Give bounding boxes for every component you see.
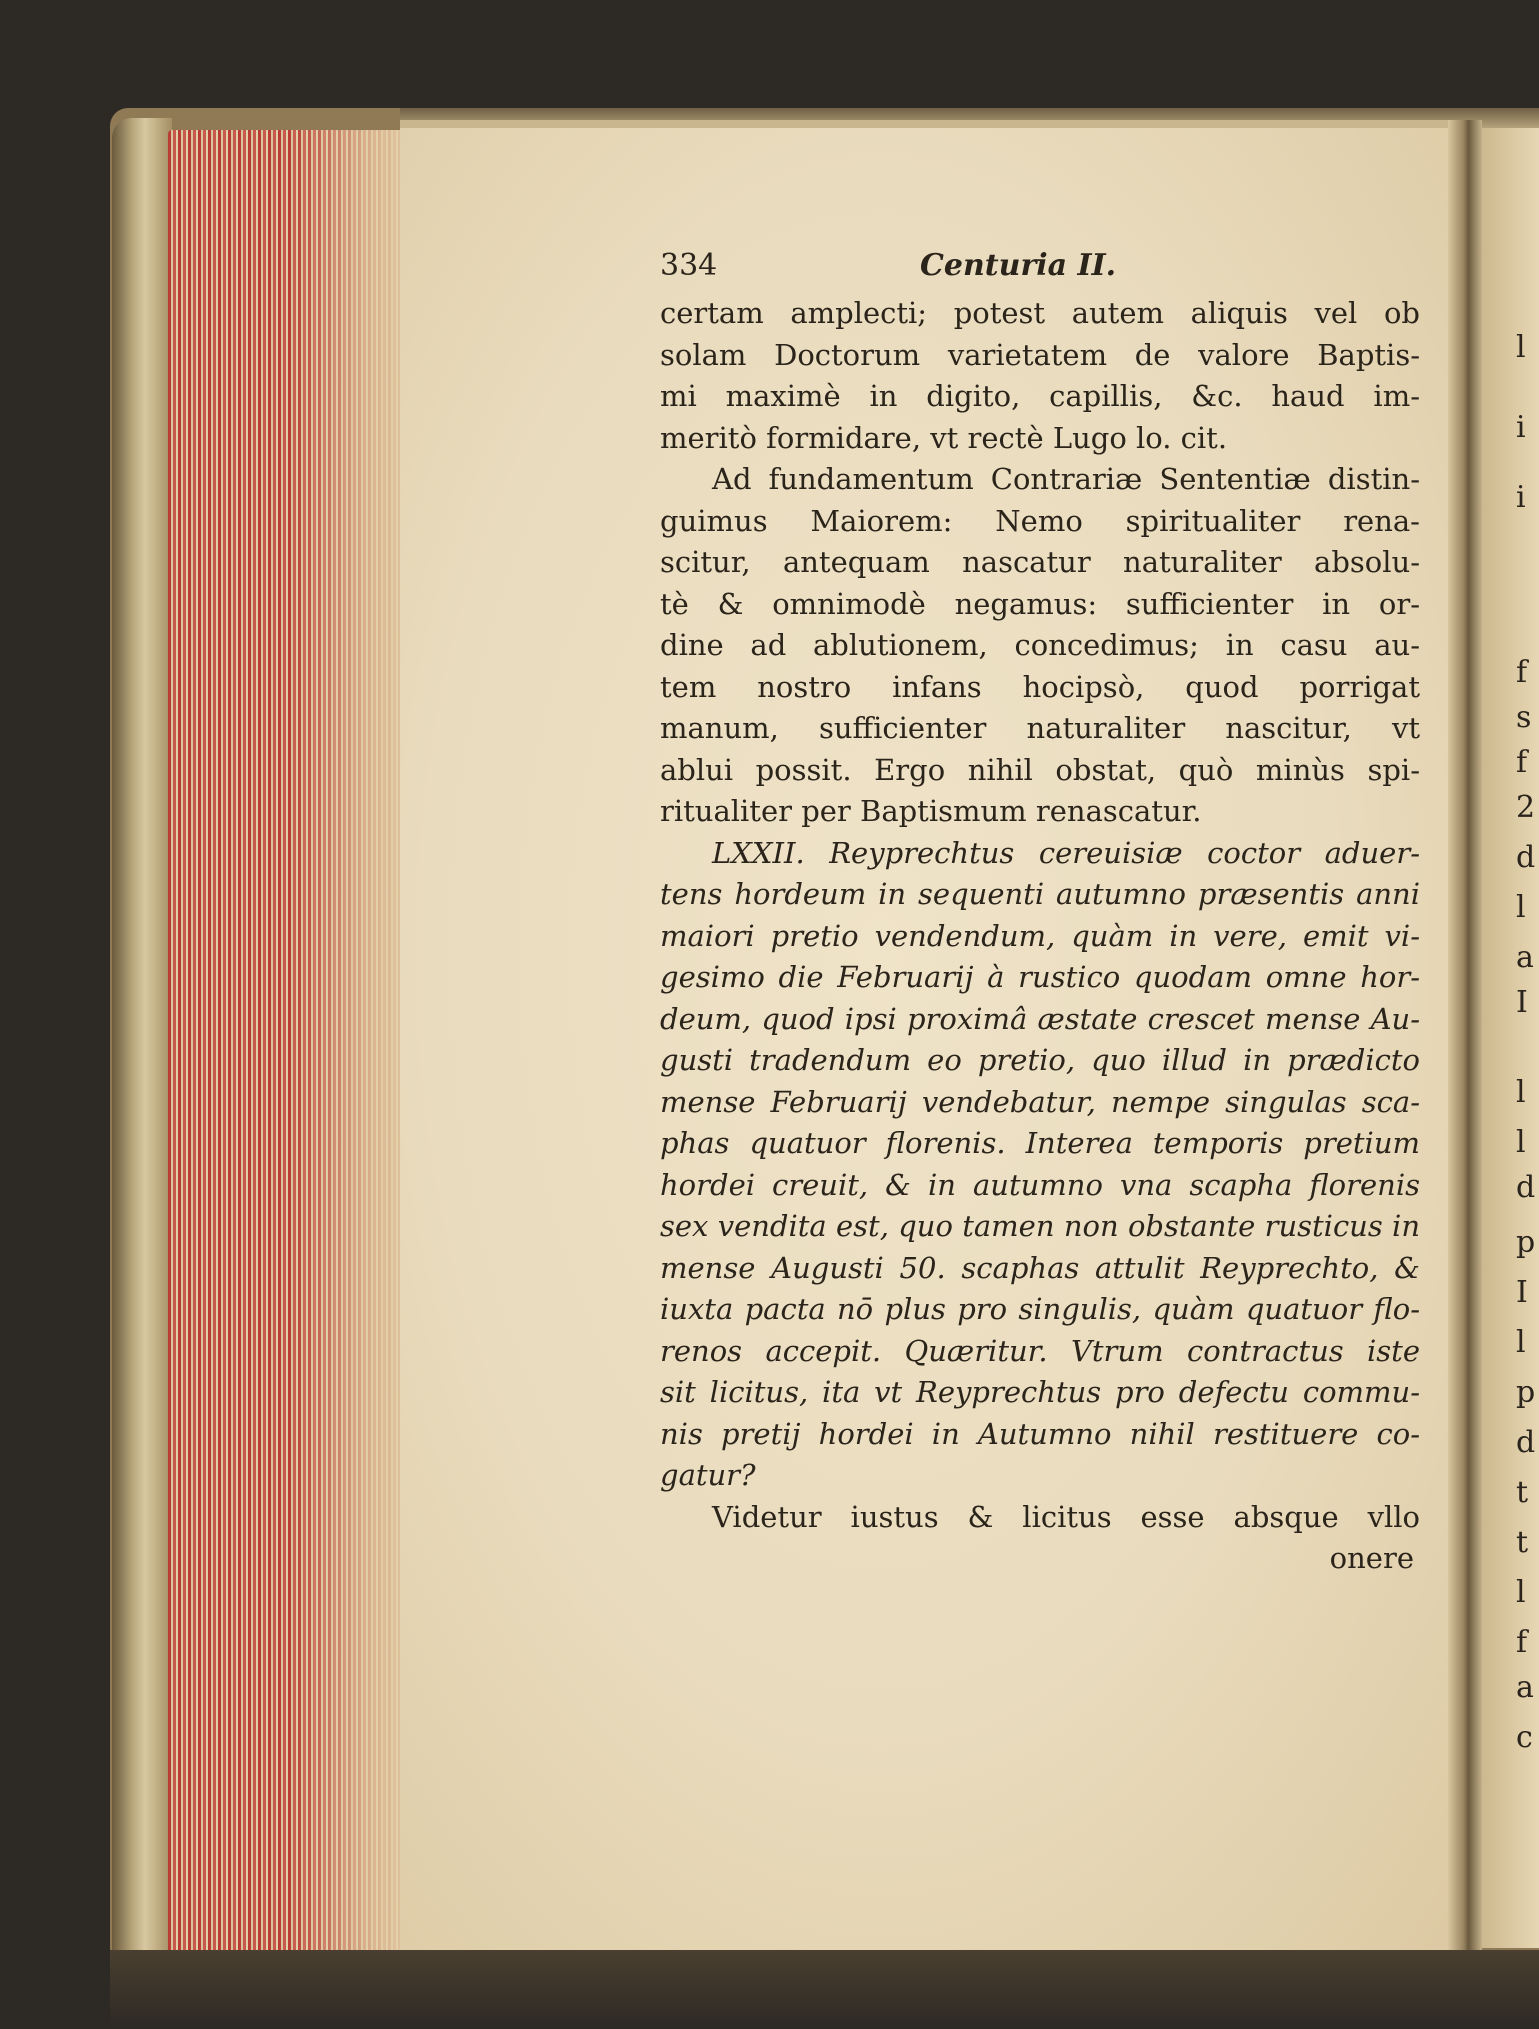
- gutter: [1448, 120, 1482, 1950]
- catchword: onere: [1329, 1541, 1414, 1575]
- facing-glyph: l: [1516, 1575, 1526, 1610]
- text-line: certam amplecti; potest autem aliquis vel ob: [660, 296, 1420, 330]
- text-line: guimus Maiorem: Nemo spiritualiter rena-: [660, 503, 1420, 538]
- facing-glyph: l: [1516, 1075, 1526, 1110]
- cover-edge: [112, 118, 172, 1978]
- facing-glyph: f: [1516, 1625, 1528, 1660]
- text-line: gusti tradendum eo pretio, quo illud in prædicto: [660, 1043, 1420, 1077]
- text-line: ritualiter per Baptismum renascatur.: [660, 794, 1202, 828]
- page-header: [660, 245, 1420, 293]
- text-line: tè & omnimodè negamus: sufficienter in or-: [660, 586, 1420, 621]
- text-line: phas quatuor florenis. Interea temporis pretium: [660, 1126, 1420, 1160]
- facing-glyph: I: [1516, 985, 1528, 1020]
- text-line: dine ad ablutionem, concedimus; in casu au-: [660, 628, 1420, 662]
- facing-glyph: p: [1516, 1375, 1536, 1410]
- facing-glyph: c: [1516, 1720, 1533, 1755]
- text-line: scitur, antequam nascatur naturaliter absolu-: [660, 545, 1420, 579]
- facing-glyph: i: [1516, 410, 1526, 445]
- facing-glyph: d: [1516, 1170, 1536, 1205]
- facing-glyph: a: [1516, 940, 1534, 975]
- text-line: mense Augusti 50. scaphas attulit Reyprechto, &: [660, 1250, 1420, 1285]
- facing-glyph: d: [1516, 840, 1536, 875]
- text-line: renos accepit. Quæritur. Vtrum contractus iste: [660, 1333, 1420, 1368]
- facing-glyph: I: [1516, 1275, 1528, 1310]
- facing-glyph: l: [1516, 890, 1526, 925]
- facing-glyph: l: [1516, 1325, 1526, 1360]
- facing-glyph: s: [1516, 700, 1532, 735]
- text-line: tens hordeum in sequenti autumno præsentis anni: [660, 877, 1420, 911]
- text-line: solam Doctorum varietatem de valore Baptis-: [660, 337, 1420, 372]
- text-line: deum, quod ipsi proximâ æstate crescet mense Au-: [660, 1001, 1420, 1036]
- facing-glyph: t: [1516, 1525, 1529, 1560]
- facing-glyph: i: [1516, 480, 1526, 515]
- text-line: maiori pretio vendendum, quàm in vere, emit vi-: [660, 918, 1420, 953]
- text-line: mi maximè in digito, capillis, &c. haud im-: [660, 379, 1420, 413]
- text-line: hordei creuit, & in autumno vna scapha florenis: [660, 1167, 1420, 1202]
- text-line: nis pretij hordei in Autumno nihil restituere co-: [660, 1416, 1420, 1451]
- facing-glyph: l: [1516, 330, 1526, 365]
- running-title: Centuria II.: [920, 248, 1117, 283]
- text-line: meritò formidare, vt rectè Lugo lo. cit.: [660, 420, 1228, 455]
- text-line: ablui possit. Ergo nihil obstat, quò minùs spi-: [660, 752, 1420, 787]
- text-line: LXXII. Reyprechtus cereuisiæ coctor aduer-: [712, 835, 1420, 870]
- bottom-shadow: [110, 1950, 1539, 2029]
- facing-glyph: 2: [1516, 790, 1536, 825]
- facing-glyph: a: [1516, 1670, 1534, 1705]
- text-line: tem nostro infans hocipsò, quod porrigat: [660, 669, 1420, 704]
- facing-glyph: l: [1516, 1125, 1526, 1160]
- page-text: [660, 245, 1420, 1580]
- text-line: Ad fundamentum Contrariæ Sententiæ distin-: [712, 462, 1420, 496]
- facing-glyph: t: [1516, 1475, 1529, 1510]
- text-line: iuxta pacta nō plus pro singulis, quàm quatuor flo-: [660, 1292, 1420, 1326]
- text-line: gatur?: [660, 1458, 756, 1492]
- text-line: sex vendita est, quo tamen non obstante rusticus in: [660, 1209, 1420, 1243]
- facing-glyph: f: [1516, 745, 1528, 780]
- page-number: 334: [660, 248, 718, 283]
- text-line: gesimo die Februarij à rustico quodam omne hor-: [660, 960, 1420, 994]
- text-line: sit licitus, ita vt Reyprechtus pro defectu commu-: [660, 1375, 1420, 1409]
- text-line: mense Februarij vendebatur, nempe singulas sca-: [660, 1084, 1420, 1119]
- text-line: Videtur iustus & licitus esse absque vllo: [712, 1499, 1420, 1534]
- facing-glyph: f: [1516, 655, 1528, 690]
- facing-glyph: d: [1516, 1425, 1536, 1460]
- facing-glyph: p: [1516, 1225, 1536, 1260]
- text-line: manum, sufficienter naturaliter nascitur, vt: [660, 711, 1420, 745]
